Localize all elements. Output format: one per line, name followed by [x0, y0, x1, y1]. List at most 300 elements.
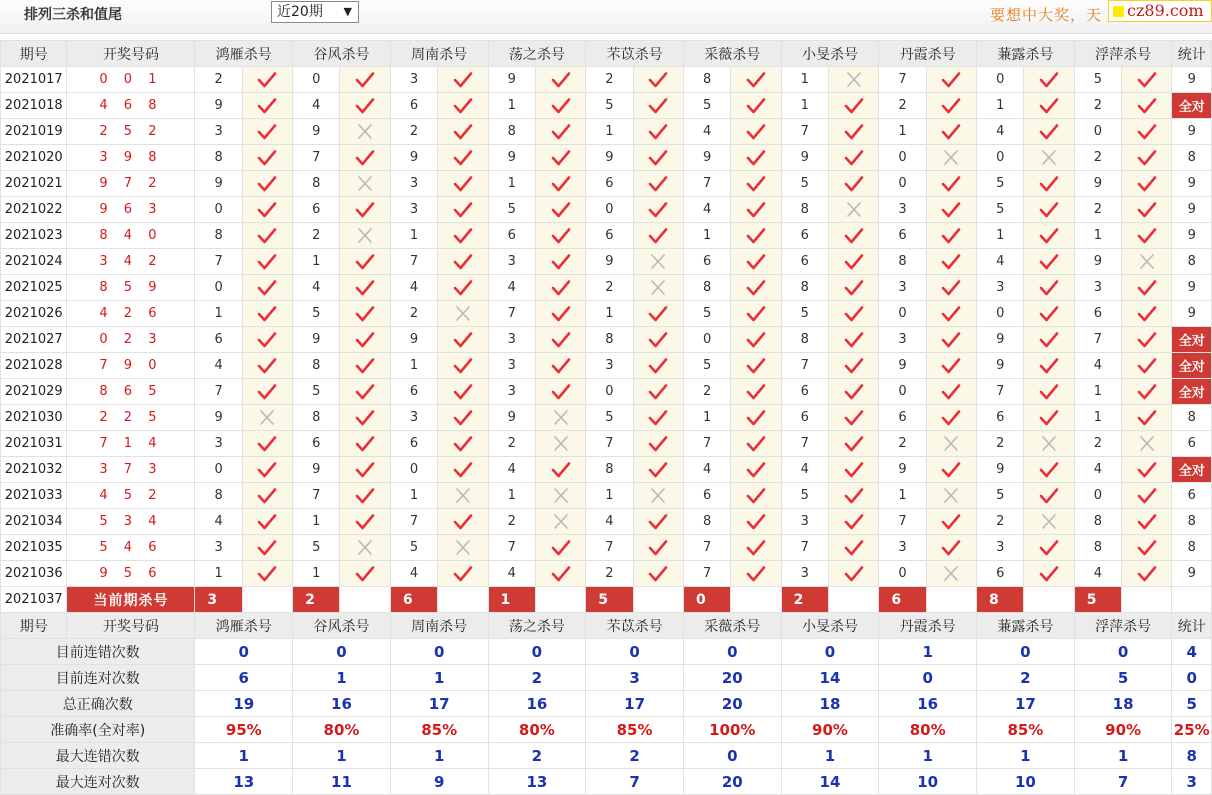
kill-number-cell: 8 [195, 145, 242, 171]
result-mark-cell [242, 379, 292, 405]
result-mark-cell [535, 145, 585, 171]
result-mark-cell [340, 93, 390, 119]
check-icon [551, 461, 571, 479]
kill-number-cell: 5 [683, 93, 730, 119]
kill-number-cell: 6 [293, 197, 340, 223]
check-icon [844, 461, 864, 479]
result-mark-cell [242, 119, 292, 145]
kill-number-cell: 4 [683, 119, 730, 145]
result-mark-cell [1122, 249, 1172, 275]
check-icon [941, 253, 961, 271]
check-icon [551, 383, 571, 401]
draw-number-cell: 0 2 3 [67, 327, 195, 353]
result-mark-cell [340, 561, 390, 587]
check-icon [355, 565, 375, 583]
kill-number-cell: 9 [879, 353, 926, 379]
blank-cell [828, 587, 878, 613]
kill-number-cell: 1 [781, 67, 828, 93]
result-mark-cell [438, 301, 488, 327]
check-icon [551, 227, 571, 245]
result-mark-cell [828, 145, 878, 171]
current-kill-number: 6 [879, 587, 926, 613]
cross-icon [1137, 253, 1157, 271]
draw-number-cell: 8 5 9 [67, 275, 195, 301]
kill-number-cell: 9 [1074, 249, 1121, 275]
period-cell: 2021031 [1, 431, 67, 457]
kill-number-cell: 1 [586, 483, 633, 509]
summary-label: 目前连对次数 [1, 665, 195, 691]
result-mark-cell [535, 327, 585, 353]
col-header: 芣苡杀号 [586, 41, 684, 67]
cross-icon [551, 513, 571, 531]
site-logo[interactable] [1108, 0, 1212, 22]
summary-value: 1 [390, 665, 488, 691]
kill-number-cell: 6 [781, 379, 828, 405]
result-mark-cell [1122, 535, 1172, 561]
result-mark-cell [926, 119, 976, 145]
kill-number-cell: 5 [390, 535, 437, 561]
kill-number-cell: 0 [195, 275, 242, 301]
result-mark-cell [242, 223, 292, 249]
check-icon [648, 149, 668, 167]
kill-number-cell: 2 [586, 561, 633, 587]
kill-number-cell: 9 [390, 327, 437, 353]
check-icon [551, 305, 571, 323]
check-icon [1039, 461, 1059, 479]
check-icon [648, 305, 668, 323]
summary-value: 95% [195, 717, 293, 743]
result-mark-cell [1122, 379, 1172, 405]
check-icon [551, 201, 571, 219]
result-mark-cell [633, 67, 683, 93]
check-icon [551, 357, 571, 375]
kill-number-cell: 9 [488, 145, 535, 171]
check-icon [1137, 487, 1157, 505]
summary-row [1, 665, 1212, 691]
result-mark-cell [242, 327, 292, 353]
summary-label: 目前连错次数 [1, 639, 195, 665]
summary-value: 0 [781, 639, 879, 665]
summary-value: 3 [1172, 769, 1212, 795]
stat-cell: 8 [1172, 509, 1212, 535]
draw-number-cell: 3 9 8 [67, 145, 195, 171]
kill-number-cell: 7 [488, 301, 535, 327]
result-mark-cell [438, 405, 488, 431]
check-icon [1137, 305, 1157, 323]
check-icon [453, 253, 473, 271]
summary-value: 0 [977, 639, 1075, 665]
kill-number-cell: 9 [1074, 171, 1121, 197]
check-icon [648, 383, 668, 401]
check-icon [551, 331, 571, 349]
kill-number-cell: 2 [293, 223, 340, 249]
result-mark-cell [926, 431, 976, 457]
stat-cell: 全对 [1172, 93, 1212, 119]
result-mark-cell [926, 171, 976, 197]
result-mark-cell [1122, 197, 1172, 223]
check-icon [648, 357, 668, 375]
kill-number-cell: 3 [390, 67, 437, 93]
period-cell: 2021019 [1, 119, 67, 145]
result-mark-cell [633, 353, 683, 379]
check-icon [453, 383, 473, 401]
summary-value: 0 [1074, 639, 1172, 665]
kill-number-cell: 4 [390, 275, 437, 301]
result-mark-cell [438, 67, 488, 93]
kill-number-cell: 0 [586, 379, 633, 405]
result-mark-cell [731, 67, 781, 93]
result-mark-cell [340, 509, 390, 535]
result-mark-cell [1024, 275, 1074, 301]
check-icon [746, 461, 766, 479]
result-mark-cell [438, 431, 488, 457]
check-icon [453, 357, 473, 375]
result-mark-cell [731, 249, 781, 275]
kill-number-cell: 8 [586, 327, 633, 353]
stat-cell: 9 [1172, 67, 1212, 93]
kill-number-cell: 1 [1074, 379, 1121, 405]
check-icon [746, 279, 766, 297]
summary-value: 0 [683, 639, 781, 665]
stat-cell: 8 [1172, 249, 1212, 275]
summary-value: 17 [586, 691, 684, 717]
cross-icon [551, 409, 571, 427]
kill-number-cell: 7 [781, 119, 828, 145]
kill-number-cell: 3 [488, 327, 535, 353]
summary-value: 20 [683, 691, 781, 717]
result-mark-cell [731, 301, 781, 327]
kill-number-cell: 4 [977, 119, 1024, 145]
check-icon [941, 279, 961, 297]
kill-number-cell: 1 [977, 93, 1024, 119]
col-header: 采薇杀号 [683, 613, 781, 639]
summary-value: 16 [488, 691, 586, 717]
period-cell: 2021035 [1, 535, 67, 561]
kill-number-cell: 9 [586, 145, 633, 171]
result-mark-cell [1122, 561, 1172, 587]
result-mark-cell [731, 223, 781, 249]
kill-number-cell: 4 [293, 93, 340, 119]
kill-number-cell: 2 [1074, 431, 1121, 457]
check-icon [844, 513, 864, 531]
check-icon [1039, 175, 1059, 193]
kill-number-cell: 1 [390, 223, 437, 249]
period-cell: 2021027 [1, 327, 67, 353]
result-mark-cell [926, 275, 976, 301]
check-icon [1137, 227, 1157, 245]
result-mark-cell [828, 327, 878, 353]
blank-cell [926, 587, 976, 613]
period-cell: 2021029 [1, 379, 67, 405]
result-mark-cell [633, 535, 683, 561]
check-icon [941, 71, 961, 89]
stat-cell: 9 [1172, 197, 1212, 223]
check-icon [1039, 487, 1059, 505]
kill-number-cell: 5 [586, 405, 633, 431]
result-mark-cell [1024, 509, 1074, 535]
check-icon [453, 149, 473, 167]
kill-number-cell: 9 [293, 327, 340, 353]
kill-number-cell: 9 [195, 93, 242, 119]
current-kill-label: 当前期杀号 [67, 587, 195, 613]
check-icon [844, 175, 864, 193]
check-icon [257, 565, 277, 583]
period-cell: 2021030 [1, 405, 67, 431]
check-icon [453, 461, 473, 479]
check-icon [746, 565, 766, 583]
kill-number-cell: 5 [977, 483, 1024, 509]
result-mark-cell [1122, 301, 1172, 327]
kill-number-cell: 1 [586, 119, 633, 145]
kill-number-cell: 3 [879, 327, 926, 353]
draw-number-cell: 3 4 2 [67, 249, 195, 275]
result-mark-cell [535, 535, 585, 561]
result-mark-cell [340, 119, 390, 145]
stat-cell: 6 [1172, 483, 1212, 509]
kill-number-cell: 7 [781, 535, 828, 561]
kill-number-cell: 5 [1074, 67, 1121, 93]
check-icon [355, 357, 375, 375]
check-icon [257, 435, 277, 453]
col-header: 荡之杀号 [488, 613, 586, 639]
check-icon [1039, 253, 1059, 271]
result-mark-cell [535, 483, 585, 509]
check-icon [453, 331, 473, 349]
col-header: 浮萍杀号 [1074, 41, 1172, 67]
check-icon [355, 279, 375, 297]
result-mark-cell [438, 171, 488, 197]
period-select[interactable] [271, 1, 359, 23]
result-mark-cell [535, 249, 585, 275]
col-header: 谷风杀号 [293, 613, 391, 639]
kill-number-cell: 4 [1074, 457, 1121, 483]
kill-number-cell: 2 [586, 275, 633, 301]
table-row [1, 561, 1212, 587]
kill-number-cell: 2 [1074, 197, 1121, 223]
result-mark-cell [242, 275, 292, 301]
current-kill-number: 5 [586, 587, 633, 613]
summary-value: 1 [293, 665, 391, 691]
check-icon [844, 227, 864, 245]
result-mark-cell [926, 301, 976, 327]
check-icon [746, 539, 766, 557]
check-icon [746, 435, 766, 453]
kill-number-cell: 2 [390, 301, 437, 327]
summary-value: 1 [195, 743, 293, 769]
kill-number-cell: 2 [879, 93, 926, 119]
check-icon [551, 279, 571, 297]
kill-number-cell: 8 [781, 275, 828, 301]
result-mark-cell [340, 223, 390, 249]
check-icon [355, 513, 375, 531]
result-mark-cell [731, 379, 781, 405]
result-mark-cell [340, 275, 390, 301]
result-mark-cell [340, 171, 390, 197]
stat-cell: 8 [1172, 405, 1212, 431]
table-row [1, 197, 1212, 223]
result-mark-cell [535, 353, 585, 379]
cross-icon [551, 487, 571, 505]
kill-number-cell: 2 [586, 67, 633, 93]
summary-value: 80% [879, 717, 977, 743]
result-mark-cell [926, 67, 976, 93]
stat-cell: 9 [1172, 561, 1212, 587]
check-icon [1039, 331, 1059, 349]
table-row [1, 145, 1212, 171]
result-mark-cell [731, 457, 781, 483]
summary-value: 13 [488, 769, 586, 795]
summary-value: 1 [781, 743, 879, 769]
cross-icon [355, 123, 375, 141]
kill-number-cell: 5 [977, 197, 1024, 223]
kill-number-cell: 2 [390, 119, 437, 145]
check-icon [257, 227, 277, 245]
check-icon [1137, 409, 1157, 427]
summary-value: 8 [1172, 743, 1212, 769]
kill-number-cell: 2 [488, 509, 535, 535]
check-icon [746, 409, 766, 427]
check-icon [1137, 97, 1157, 115]
result-mark-cell [535, 171, 585, 197]
kill-number-cell: 3 [488, 379, 535, 405]
kill-number-cell: 2 [683, 379, 730, 405]
result-mark-cell [340, 483, 390, 509]
check-icon [1039, 565, 1059, 583]
check-icon [941, 539, 961, 557]
kill-number-cell: 0 [683, 327, 730, 353]
result-mark-cell [1122, 405, 1172, 431]
summary-row [1, 717, 1212, 743]
kill-number-cell: 9 [879, 457, 926, 483]
kill-number-cell: 1 [488, 171, 535, 197]
kill-number-cell: 9 [293, 119, 340, 145]
result-mark-cell [633, 431, 683, 457]
result-mark-cell [438, 379, 488, 405]
result-mark-cell [1122, 145, 1172, 171]
summary-label: 最大连对次数 [1, 769, 195, 795]
result-mark-cell [731, 561, 781, 587]
result-mark-cell [535, 509, 585, 535]
kill-number-cell: 0 [879, 145, 926, 171]
check-icon [844, 409, 864, 427]
summary-value: 17 [390, 691, 488, 717]
check-icon [941, 409, 961, 427]
check-icon [257, 383, 277, 401]
summary-value: 17 [977, 691, 1075, 717]
kill-number-cell: 8 [293, 405, 340, 431]
result-mark-cell [438, 509, 488, 535]
check-icon [453, 71, 473, 89]
kill-number-cell: 6 [977, 561, 1024, 587]
col-header: 荡之杀号 [488, 41, 586, 67]
kill-number-cell: 8 [293, 353, 340, 379]
summary-value: 0 [683, 743, 781, 769]
kill-number-cell: 1 [1074, 405, 1121, 431]
kill-number-cell: 9 [293, 457, 340, 483]
kill-number-cell: 3 [977, 535, 1024, 561]
summary-value: 7 [586, 769, 684, 795]
check-icon [257, 461, 277, 479]
col-header: 统计 [1172, 613, 1212, 639]
blank-cell [1024, 587, 1074, 613]
col-header: 小旻杀号 [781, 613, 879, 639]
cross-icon [1039, 513, 1059, 531]
cross-icon [844, 201, 864, 219]
check-icon [551, 149, 571, 167]
result-mark-cell [340, 457, 390, 483]
check-icon [1137, 461, 1157, 479]
draw-number-cell: 4 2 6 [67, 301, 195, 327]
cross-icon [648, 279, 668, 297]
current-kill-number: 8 [977, 587, 1024, 613]
check-icon [551, 97, 571, 115]
check-icon [257, 357, 277, 375]
kill-number-table [0, 40, 1212, 795]
kill-number-cell: 0 [977, 301, 1024, 327]
cross-icon [1137, 435, 1157, 453]
check-icon [648, 175, 668, 193]
summary-value: 1 [879, 639, 977, 665]
check-icon [941, 305, 961, 323]
stat-cell: 9 [1172, 171, 1212, 197]
table-row [1, 93, 1212, 119]
check-icon [648, 201, 668, 219]
kill-number-cell: 6 [293, 431, 340, 457]
result-mark-cell [828, 223, 878, 249]
result-mark-cell [535, 431, 585, 457]
kill-number-cell: 7 [683, 561, 730, 587]
kill-number-cell: 6 [586, 171, 633, 197]
check-icon [844, 149, 864, 167]
result-mark-cell [1122, 223, 1172, 249]
result-mark-cell [438, 119, 488, 145]
stat-cell: 全对 [1172, 327, 1212, 353]
kill-number-cell: 1 [1074, 223, 1121, 249]
check-icon [1039, 409, 1059, 427]
result-mark-cell [633, 509, 683, 535]
kill-number-cell: 0 [390, 457, 437, 483]
promo-text[interactable]: 要想中大奖，天 [990, 6, 1103, 24]
current-kill-number: 0 [683, 587, 730, 613]
check-icon [844, 565, 864, 583]
stat-cell: 9 [1172, 301, 1212, 327]
result-mark-cell [731, 145, 781, 171]
result-mark-cell [340, 405, 390, 431]
footer-header-row [1, 613, 1212, 639]
period-cell: 2021026 [1, 301, 67, 327]
summary-value: 18 [1074, 691, 1172, 717]
check-icon [453, 279, 473, 297]
result-mark-cell [1024, 535, 1074, 561]
kill-number-cell: 6 [586, 223, 633, 249]
check-icon [1039, 123, 1059, 141]
summary-value: 90% [781, 717, 879, 743]
kill-number-cell: 0 [879, 171, 926, 197]
kill-number-cell: 8 [1074, 509, 1121, 535]
check-icon [1039, 539, 1059, 557]
check-icon [844, 253, 864, 271]
check-icon [453, 565, 473, 583]
period-cell: 2021021 [1, 171, 67, 197]
summary-value: 5 [1172, 691, 1212, 717]
summary-value: 1 [293, 743, 391, 769]
summary-value: 0 [293, 639, 391, 665]
result-mark-cell [828, 171, 878, 197]
check-icon [1137, 201, 1157, 219]
kill-number-cell: 7 [683, 431, 730, 457]
kill-number-cell: 8 [195, 223, 242, 249]
result-mark-cell [926, 249, 976, 275]
